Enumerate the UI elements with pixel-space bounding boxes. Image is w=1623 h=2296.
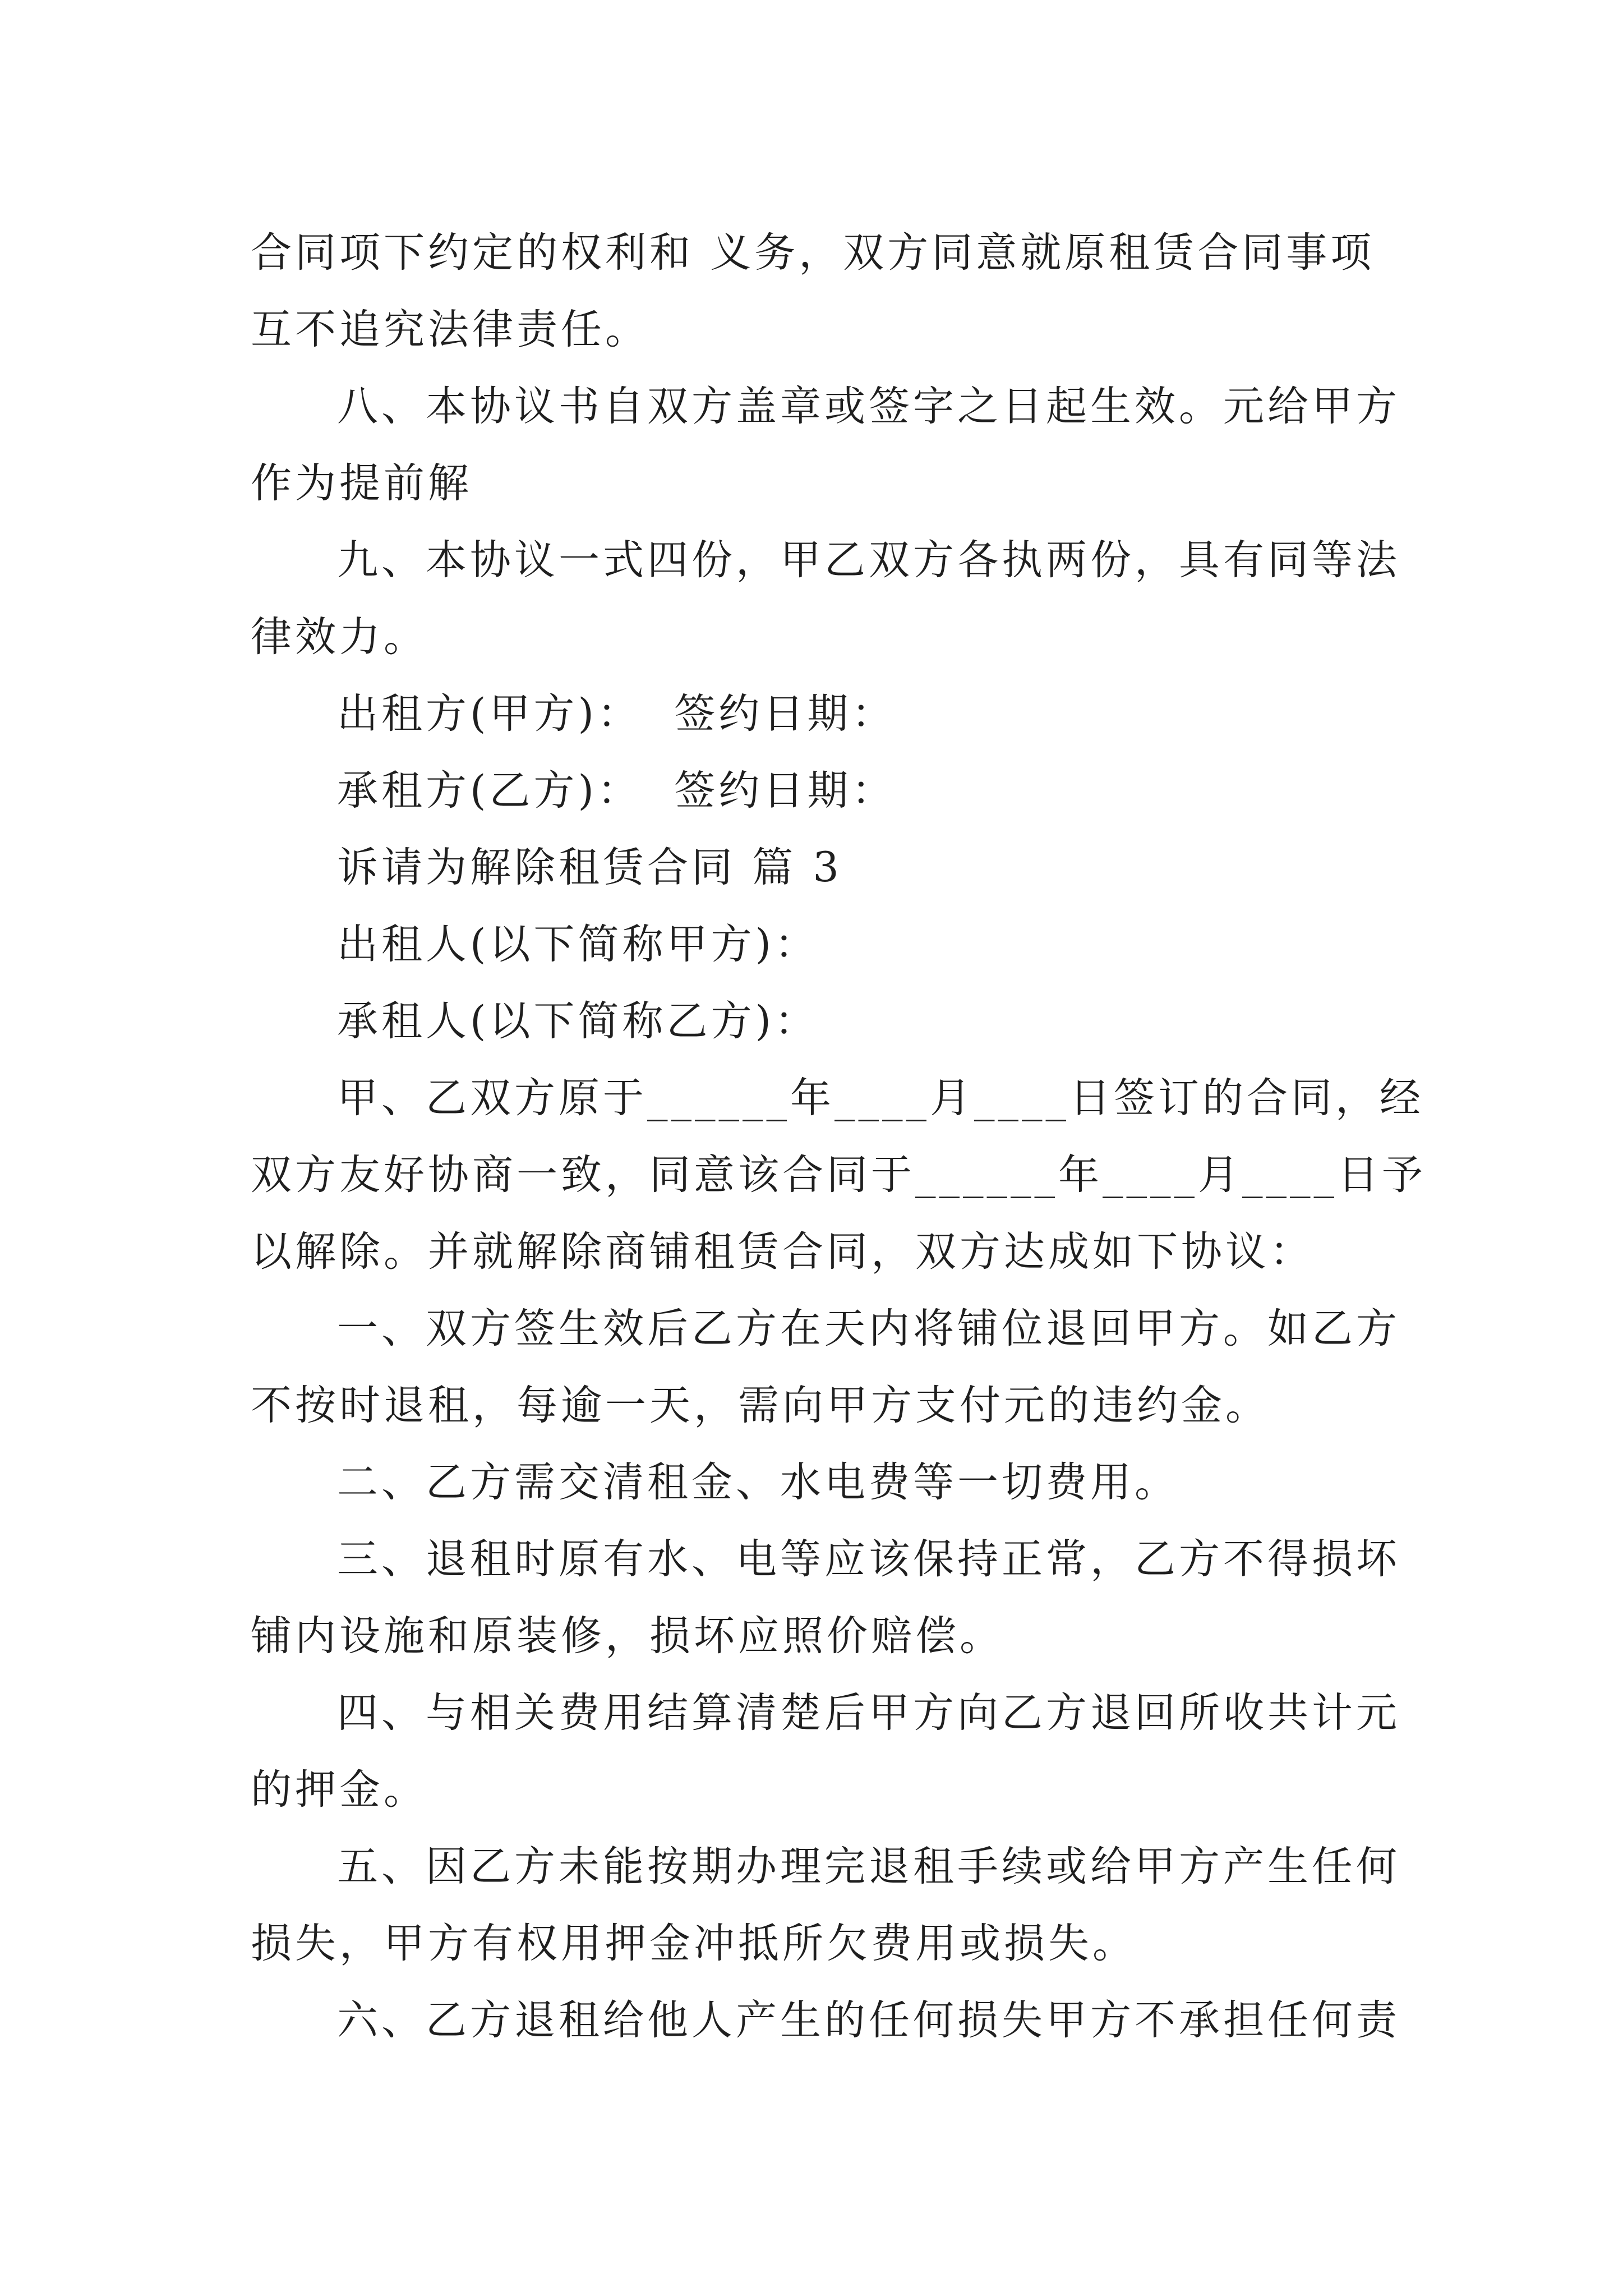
lessee-field: 承租人(以下简称乙方)：: [337, 997, 819, 1045]
clause-nine: 九、本协议一式四份，甲乙双方各执两份，具有同等法: [337, 536, 1400, 584]
clause-three: 三、退租时原有水、电等应该保持正常，乙方不得损坏: [337, 1535, 1400, 1583]
clause-eight: 八、本协议书自双方盖章或签字之日起生效。元给甲方: [337, 383, 1400, 430]
clause-six: 六、乙方退租给他人产生的任何损失甲方不承担任何责: [337, 1996, 1400, 2044]
lessee-signature-line: 承租方(乙方)： 签约日期：: [337, 767, 896, 815]
body-line: 不按时退租，每逾一天，需向甲方支付元的违约金。: [251, 1382, 1270, 1429]
body-line: 双方友好协商一致，同意该合同于______年____月____日予: [251, 1151, 1426, 1199]
body-line: 律效力。: [251, 613, 428, 661]
lessor-field: 出租人(以下简称甲方)：: [337, 921, 819, 968]
clause-one: 一、双方签生效后乙方在天内将铺位退回甲方。如乙方: [337, 1305, 1400, 1352]
clause-two: 二、乙方需交清租金、水电费等一切费用。: [337, 1458, 1179, 1506]
section-heading: 诉请为解除租赁合同 篇 3: [337, 844, 842, 891]
body-line: 的押金。: [251, 1766, 428, 1814]
body-line: 互不追究法律责任。: [251, 306, 649, 353]
preamble-line: 甲、乙双方原于______年____月____日签订的合同，经: [337, 1074, 1424, 1122]
body-line: 损失，甲方有权用押金冲抵所欠费用或损失。: [251, 1920, 1137, 1967]
body-line: 以解除。并就解除商铺租赁合同，双方达成如下协议：: [251, 1228, 1314, 1276]
lessor-signature-line: 出租方(甲方)： 签约日期：: [337, 690, 896, 738]
body-line: 作为提前解: [251, 459, 472, 507]
body-line: 合同项下约定的权利和 义务，双方同意就原租赁合同事项: [251, 229, 1375, 277]
clause-five: 五、因乙方未能按期办理完退租手续或给甲方产生任何: [337, 1843, 1400, 1890]
document-body: [251, 214, 1426, 2059]
body-line: 铺内设施和原装修，损坏应照价赔偿。: [251, 1612, 1004, 1660]
clause-four: 四、与相关费用结算清楚后甲方向乙方退回所收共计元: [337, 1689, 1400, 1737]
